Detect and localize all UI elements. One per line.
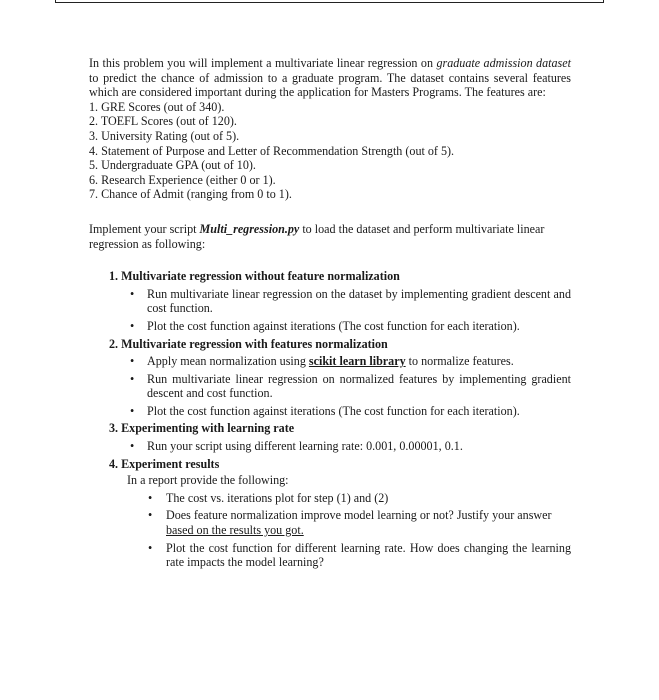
bullet-text: Plot the cost function for different learning rate. How does changing the learning rate impacts the model learning? — [166, 540, 571, 570]
task-4-bullets — [89, 491, 571, 570]
implement-text-2: to load the dataset and perform multivariate linear regression as following: — [89, 221, 545, 251]
bullet-text: Plot the cost function against iterations (The cost function for each iteration). — [147, 403, 520, 418]
bullet-item — [89, 354, 571, 369]
bullet-item — [89, 491, 571, 506]
bullet-icon: • — [130, 354, 135, 369]
task-title: 1. Multivariate regression without feature normalization — [109, 269, 400, 284]
feature-item: 2. TOEFL Scores (out of 120). — [89, 114, 237, 129]
bullet-text: The cost vs. iterations plot for step (1) and (2) — [166, 490, 389, 505]
bullet-item — [89, 541, 571, 570]
implement-paragraph — [89, 222, 571, 251]
bullet-item — [89, 287, 571, 316]
bullet-item — [89, 404, 571, 419]
bullet-item — [89, 439, 571, 454]
task-title: 4. Experiment results — [109, 456, 220, 471]
report-intro: In a report provide the following: — [127, 473, 289, 488]
feature-item: 3. University Rating (out of 5). — [89, 128, 240, 143]
task-title: 2. Multivariate regression with features normalization — [109, 336, 388, 351]
implement-text-1: Implement your script — [89, 221, 200, 236]
bullet-text: Run your script using different learning rate: 0.001, 0.00001, 0.1. — [147, 439, 463, 454]
task-1-bullets — [89, 287, 571, 334]
task-2 — [89, 337, 571, 419]
bullet-icon: • — [148, 540, 153, 555]
script-name: Multi_regression.py — [199, 221, 300, 236]
feature-item: 7. Chance of Admit (ranging from 0 to 1). — [89, 187, 292, 202]
bullet-text: Apply mean normalization using — [147, 354, 309, 369]
problem-document — [89, 56, 571, 573]
task-1 — [89, 269, 571, 333]
dataset-name: graduate admission dataset — [436, 56, 571, 70]
feature-item: 1. GRE Scores (out of 340). — [89, 99, 225, 114]
bullet-text: Plot the cost function against iterations (The cost function for each iteration). — [147, 318, 520, 333]
task-2-bullets — [89, 354, 571, 418]
bullet-item — [89, 508, 571, 537]
bullet-icon: • — [130, 439, 135, 454]
task-3 — [89, 421, 571, 453]
bullet-text: Does feature normalization improve model learning or not? Justify your answer — [166, 508, 552, 523]
feature-item: 6. Research Experience (either 0 or 1). — [89, 172, 276, 187]
task-3-bullets — [89, 439, 571, 454]
bullet-icon: • — [130, 286, 135, 301]
scikit-learn-link[interactable]: scikit learn library — [308, 354, 406, 369]
bullet-text: Run multivariate linear regression on normalized features by implementing gradient descent and cost function. — [147, 371, 571, 401]
features-list — [89, 100, 571, 202]
bullet-icon: • — [148, 508, 153, 523]
bullet-text: to normalize features. — [405, 354, 514, 369]
intro-paragraph — [89, 56, 571, 100]
feature-item: 4. Statement of Purpose and Letter of Recommendation Strength (out of 5). — [89, 143, 455, 158]
bullet-item — [89, 319, 571, 334]
bullet-icon: • — [130, 371, 135, 386]
task-title: 3. Experimenting with learning rate — [109, 421, 295, 436]
task-4 — [89, 457, 571, 570]
bullet-icon: • — [148, 490, 153, 505]
top-border — [55, 0, 604, 3]
intro-text-1: In this problem you will implement a multivariate linear regression on — [89, 56, 437, 70]
bullet-icon: • — [130, 318, 135, 333]
bullet-item — [89, 372, 571, 401]
underlined-text: based on the results you got. — [166, 523, 304, 538]
feature-item: 5. Undergraduate GPA (out of 10). — [89, 158, 256, 173]
intro-text-2: to predict the chance of admission to a graduate program. The dataset contains several features which are considered important during the application for Masters Programs. The features are: — [89, 70, 571, 100]
bullet-text: Run multivariate linear regression on the dataset by implementing gradient descent and cost function. — [147, 286, 571, 316]
bullet-icon: • — [130, 403, 135, 418]
task-list — [89, 269, 571, 570]
